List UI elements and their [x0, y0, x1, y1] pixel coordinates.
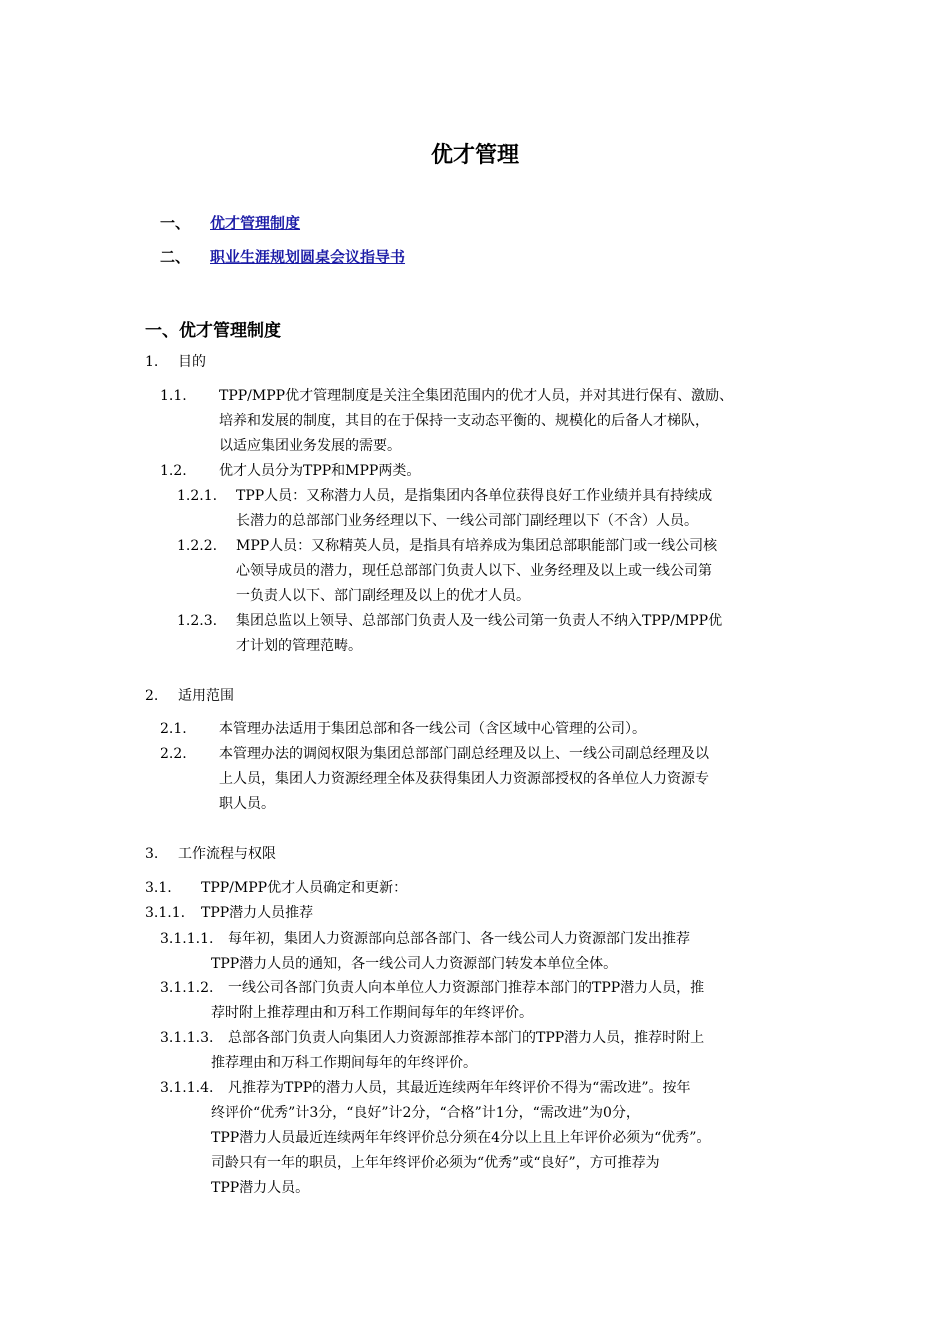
item-text: 工作流程与权限 [178, 846, 276, 862]
item-text: 长潜力的总部部门业务经理以下、一线公司部门副经理以下（不含）人员。 [236, 513, 698, 529]
item-text: TPP人员：又称潜力人员，是指集团内各单位获得良好工作业绩并具有持续成 [236, 488, 713, 504]
item-number: 3.1.1. [145, 905, 186, 921]
item-text: 推荐理由和万科工作期间每年的年终评价。 [211, 1055, 477, 1071]
item-number: 3.1.1.2. [160, 980, 214, 996]
item-text: 职人员。 [219, 796, 275, 812]
item-text: 上人员，集团人力资源经理全体及获得集团人力资源部授权的各单位人力资源专 [219, 771, 709, 787]
item-text: 一线公司各部门负责人向本单位人力资源部门推荐本部门的TPP潜力人员，推 [228, 980, 705, 996]
item-text: TPP潜力人员推荐 [201, 905, 314, 921]
item-number: 1.2.3. [177, 613, 218, 629]
item-text: 一负责人以下、部门副经理及以上的优才人员。 [236, 588, 530, 604]
item-number: 1.2.2. [177, 538, 218, 554]
item-text: TPP/MPP优才管理制度是关注全集团范围内的优才人员，并对其进行保有、激励、 [219, 388, 734, 404]
item-text: 荐时附上推荐理由和万科工作期间每年的年终评价。 [211, 1005, 533, 1021]
item-number: 1. [145, 354, 159, 370]
item-text: 优才人员分为TPP和MPP两类。 [219, 463, 421, 479]
item-text: 司龄只有一年的职员，上年年终评价必须为“优秀”或“良好”，方可推荐为 [211, 1155, 660, 1171]
item-text: 总部各部门负责人向集团人力资源部推荐本部门的TPP潜力人员，推荐时附上 [228, 1030, 705, 1046]
item-number: 3.1.1.1. [160, 931, 214, 947]
item-text: TPP潜力人员的通知，各一线公司人力资源部门转发本单位全体。 [211, 956, 618, 972]
toc-link-youcai[interactable]: 优才管理制度 [210, 214, 301, 232]
toc-link-career[interactable]: 职业生涯规划圆桌会议指导书 [210, 248, 406, 266]
item-text: TPP/MPP优才人员确定和更新： [201, 880, 408, 896]
item-text: TPP潜力人员。 [211, 1180, 310, 1196]
item-text: MPP人员：又称精英人员，是指具有培养成为集团总部职能部门或一线公司核 [236, 538, 718, 554]
item-text: 适用范围 [178, 688, 234, 704]
item-text: 以适应集团业务发展的需要。 [219, 438, 401, 454]
item-number: 3.1. [145, 880, 172, 896]
item-number: 3.1.1.3. [160, 1030, 214, 1046]
item-text: 每年初，集团人力资源部向总部各部门、各一线公司人力资源部门发出推荐 [228, 931, 690, 947]
toc-number: 一、 [160, 214, 191, 232]
item-text: 心领导成员的潜力，现任总部部门负责人以下、业务经理及以上或一线公司第 [236, 563, 712, 579]
item-number: 2.2. [160, 746, 187, 762]
item-text: TPP潜力人员最近连续两年年终评价总分须在4分以上且上年评价必须为“优秀”。 [211, 1130, 711, 1146]
item-number: 1.2. [160, 463, 187, 479]
item-text: 本管理办法适用于集团总部和各一线公司（含区域中心管理的公司）。 [219, 721, 646, 737]
item-text: 集团总监以上领导、总部部门负责人及一线公司第一负责人不纳入TPP/MPP优 [236, 613, 723, 629]
item-text: 目的 [178, 354, 206, 370]
item-text: 凡推荐为TPP的潜力人员，其最近连续两年年终评价不得为“需改进”。按年 [228, 1080, 691, 1096]
page-title: 优才管理 [430, 143, 519, 168]
item-number: 1.1. [160, 388, 187, 404]
item-text: 才计划的管理范畴。 [236, 638, 362, 654]
item-text: 终评价“优秀”计3分，“良好”计2分，“合格”计1分，“需改进”为0分， [211, 1105, 640, 1121]
item-number: 1.2.1. [177, 488, 218, 504]
item-text: 培养和发展的制度，其目的在于保持一支动态平衡的、规模化的后备人才梯队， [219, 413, 709, 429]
item-number: 2.1. [160, 721, 187, 737]
section-heading: 一、优才管理制度 [145, 321, 281, 341]
item-number: 3.1.1.4. [160, 1080, 214, 1096]
toc-number: 二、 [160, 248, 191, 266]
item-text: 本管理办法的调阅权限为集团总部部门副总经理及以上、一线公司副总经理及以 [219, 746, 709, 762]
item-number: 2. [145, 688, 159, 704]
item-number: 3. [145, 846, 159, 862]
